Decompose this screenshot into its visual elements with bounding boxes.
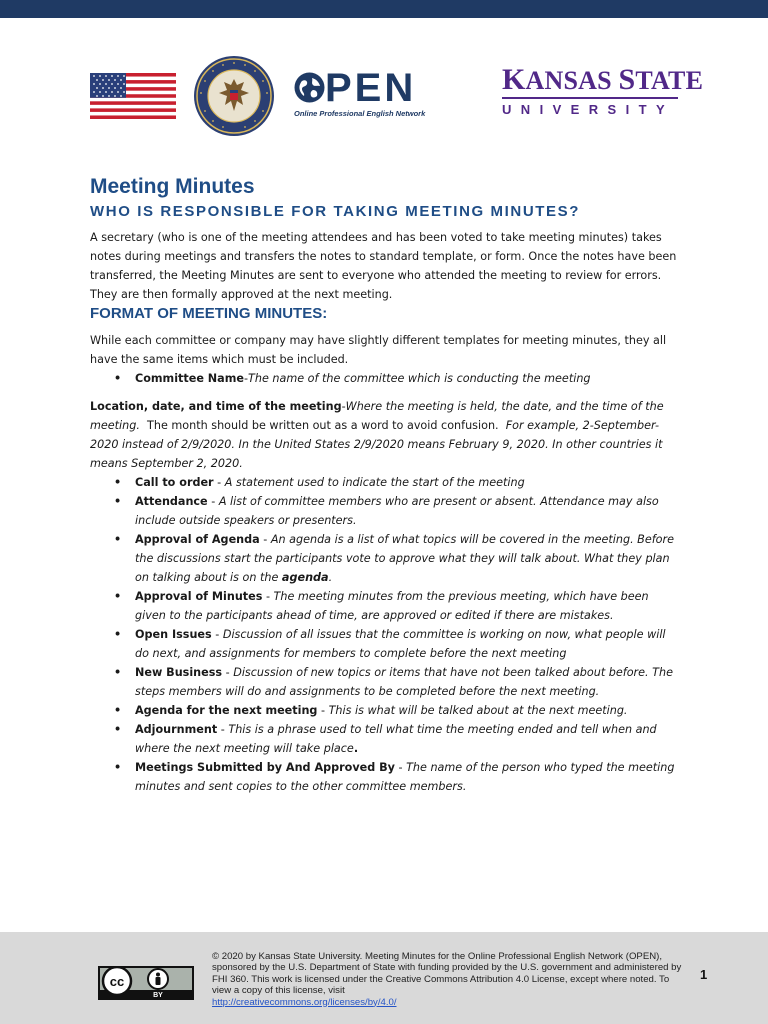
document-title: Meeting Minutes — [90, 175, 255, 198]
committee-list — [90, 369, 680, 388]
item-emphasis: agenda — [281, 571, 329, 584]
license-link[interactable]: http://creativecommons.org/licenses/by/4.0/ — [212, 996, 397, 1008]
list-item — [90, 530, 680, 587]
item-separator: - — [207, 495, 219, 508]
creative-commons-by-icon — [98, 966, 194, 1000]
license-text: © 2020 by Kansas State University. Meeting Minutes for the Online Professional English Network (OPEN), sponsored by the U.S. Department of State with funding provided by the U.S. government and administered by FHI 360. This work is licensed under the Creative Commons Attribution 4.0 License, except where noted. To view a copy of this license, visit — [212, 951, 682, 997]
location-term: Location, date, and time of the meeting — [90, 400, 342, 413]
item-term: Committee Name — [135, 372, 244, 385]
open-wordmark: PEN — [325, 66, 417, 110]
item-term: Call to order — [135, 476, 214, 489]
svg-text:BY: BY — [153, 992, 163, 999]
item-description: The meeting minutes from the previous meeting, which have been given to the participants ahead of time, are approved or edited if there are mistakes. — [135, 590, 649, 622]
location-note: The month should be written out as a word to avoid confusion. — [139, 419, 506, 432]
section-heading-format: FORMAT OF MEETING MINUTES: — [90, 305, 328, 322]
department-of-state-seal — [193, 55, 275, 137]
item-separator: - — [217, 723, 229, 736]
ksu-university-text: UNIVERSITY — [502, 102, 675, 117]
item-separator: - — [259, 533, 271, 546]
item-description: This is what will be talked about at the next meeting. — [328, 704, 628, 717]
location-paragraph — [90, 397, 680, 473]
kansas-state-university-logo — [502, 63, 704, 117]
item-term: New Business — [135, 666, 223, 679]
location-example: For example, 2-September-2020 instead of 2/9/2020. In the United States 2/9/2020 means February 9, 2020. In other countries it means September 2, 2020. — [90, 419, 663, 470]
item-term: Open Issues — [135, 628, 212, 641]
document-body — [90, 172, 680, 796]
page-footer — [0, 932, 768, 1024]
location-separator: - — [341, 400, 346, 413]
list-item — [90, 369, 680, 388]
ksu-rule — [502, 97, 678, 99]
item-description: Discussion of new topics or items that have not been talked about before. The steps members will do and assignments to be completed before the next meeting. — [135, 666, 673, 698]
item-description: The name of the committee which is conducting the meeting — [248, 372, 591, 385]
svg-text:cc: cc — [109, 974, 125, 989]
item-separator: - — [213, 476, 225, 489]
list-item — [90, 587, 680, 625]
location-desc: Where the meeting is held, the date, and the time of the meeting. — [90, 400, 664, 432]
responsibility-paragraph: A secretary (who is one of the meeting attendees and has been voted to take meeting minutes) takes notes during meetings and transfers the notes to standard template, or form. Once the notes have been transferred, the Meeting Minutes are sent to everyone who attended the meeting to review for errors. They are then formally approved at the next meeting. — [90, 231, 677, 301]
license-notice — [212, 951, 682, 1008]
section-heading-responsibility: WHO IS RESPONSIBLE FOR TAKING MEETING MINUTES? — [90, 203, 580, 220]
us-flag-logo — [90, 73, 176, 119]
item-description: A statement used to indicate the start of the meeting — [224, 476, 525, 489]
item-description: A list of committee members who are present or absent. Attendance may also include outside speakers or presenters. — [135, 495, 659, 527]
item-description: The name of the person who typed the meeting minutes and sent copies to the other committee members. — [135, 761, 675, 793]
format-intro-paragraph: While each committee or company may have slightly different templates for meeting minutes, they all have the same items which must be included. — [90, 334, 667, 366]
list-item — [90, 701, 680, 720]
list-item — [90, 720, 680, 758]
top-header-bar — [0, 0, 768, 18]
open-subtitle: Online Professional English Network — [294, 109, 426, 118]
open-logo — [294, 68, 424, 120]
list-item — [90, 492, 680, 530]
page-number: 1 — [700, 967, 708, 982]
item-description: This is a phrase used to tell what time the meeting ended and tell when and where the next meeting will take place — [135, 723, 657, 755]
item-tail: . — [353, 742, 359, 755]
item-tail: . — [328, 571, 333, 584]
item-term: Approval of Minutes — [135, 590, 263, 603]
globe-icon — [294, 72, 325, 103]
item-term: Agenda for the next meeting — [135, 704, 318, 717]
item-term: Attendance — [135, 495, 208, 508]
item-term: Meetings Submitted by And Approved By — [135, 761, 395, 774]
item-separator: - — [222, 666, 234, 679]
minutes-items-list — [90, 473, 680, 796]
list-item — [90, 758, 680, 796]
ksu-wordmark: KANSAS STATE — [502, 63, 704, 96]
item-separator: - — [243, 372, 249, 385]
item-description: An agenda is a list of what topics will be covered in the meeting. Before the discussions start the participants vote to approve what they will talk about. What they plan on talking about is on the — [135, 533, 675, 584]
item-separator: - — [394, 761, 407, 774]
item-separator: - — [211, 628, 223, 641]
list-item — [90, 625, 680, 663]
item-term: Approval of Agenda — [135, 533, 260, 546]
item-separator: - — [317, 704, 329, 717]
item-separator: - — [262, 590, 274, 603]
list-item — [90, 473, 680, 492]
item-term: Adjournment — [135, 723, 218, 736]
item-description: Discussion of all issues that the committee is working on now, what people will do next, and assignments for members to complete before the next meeting — [135, 628, 666, 660]
list-item — [90, 663, 680, 701]
